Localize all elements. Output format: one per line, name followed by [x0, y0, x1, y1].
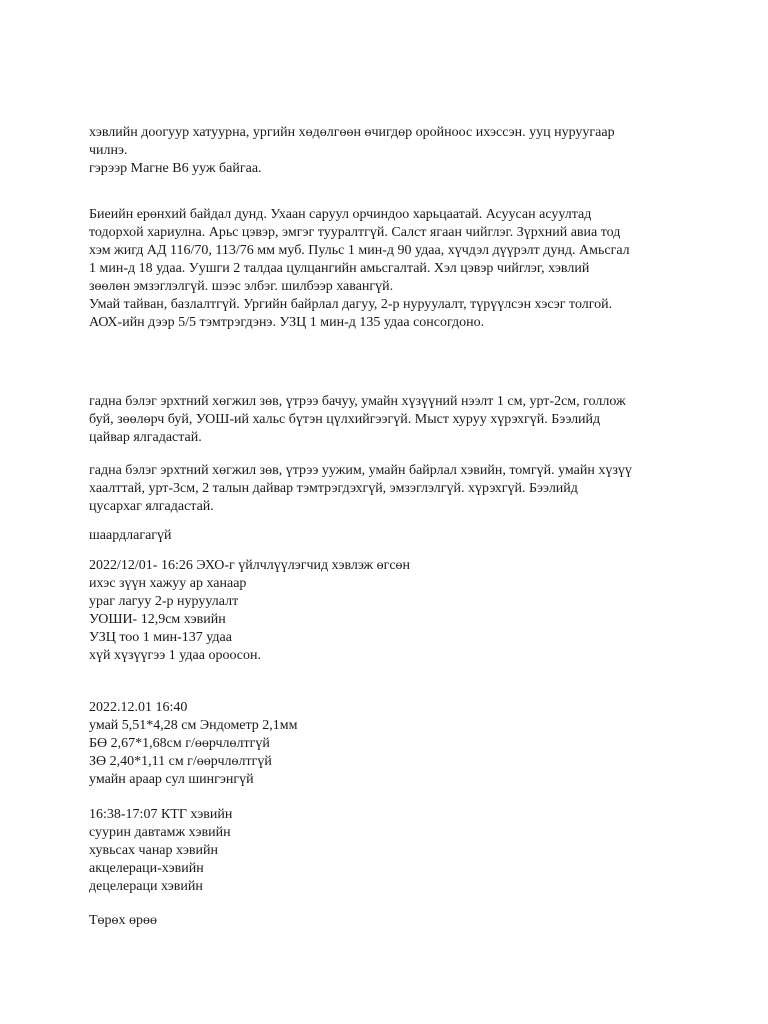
text-line: БӨ 2,67*1,68см г/өөрчлөлтгүй: [89, 736, 270, 751]
text-line: шаардлагагүй: [89, 528, 172, 543]
delivery-room-text: [89, 912, 709, 930]
text-line: АОХ-ийн дээр 5/5 тэмтрэгдэнэ. УЗЦ 1 мин-д 135 удаа сонсогдоно.: [89, 315, 485, 330]
text-line: гадна бэлэг эрхтний хөгжил зөв, үтрээ уужим, умайн байрлал хэвийн, томгүй. умайн хүзүү: [89, 463, 632, 478]
text-line: умайн араар сул шингэнгүй: [89, 772, 254, 787]
text-line: зөөлөн эмзэглэлгүй. шээс элбэг. шилбээр хавангүй.: [89, 279, 394, 294]
text-line: ЗӨ 2,40*1,11 см г/өөрчлөлтгүй: [89, 754, 272, 769]
text-line: гэрээр Магне B6 ууж байгаа.: [89, 161, 262, 176]
text-line: хувьсах чанар хэвийн: [89, 843, 218, 858]
text-line: умай 5,51*4,28 см Эндометр 2,1мм: [89, 718, 298, 733]
text-line: ураг лагуу 2-р нуруулалт: [89, 594, 239, 609]
text-line: ихэс зүүн хажуу ар ханаар: [89, 576, 247, 591]
text-line: цайвар ялгадастай.: [89, 430, 202, 445]
text-line: УЗЦ тоо 1 мин-137 удаа: [89, 630, 232, 645]
text-line: 1 мин-д 18 удаа. Уушги 2 талдаа цулцангийн амьсгалтай. Хэл цэвэр чийглэг, хэвлий: [89, 261, 590, 276]
text-line: Умай тайван, базлалтгүй. Ургийн байрлал дагуу, 2-р нуруулалт, түрүүлсэн хэсэг толгой.: [89, 297, 613, 312]
text-line: хүй хүзүүгээ 1 удаа ороосон.: [89, 648, 262, 663]
text-line: 2022.12.01 16:40: [89, 700, 188, 715]
text-line: децелераци хэвийн: [89, 879, 203, 894]
general-exam-text: [89, 206, 709, 332]
not-required-text: [89, 527, 709, 545]
ultrasound-text: [89, 557, 709, 665]
text-line: УОШИ- 12,9см хэвийн: [89, 612, 226, 627]
text-line: хэм жигд АД 116/70, 113/76 мм муб. Пульс 1 мин-д 90 удаа, хүчдэл дүүрэлт дунд. Амьсгал: [89, 243, 630, 258]
text-line: 2022/12/01- 16:26 ЭХО-г үйлчлүүлэгчид хэвлэж өгсөн: [89, 558, 411, 573]
text-line: 16:38-17:07 КТГ хэвийн: [89, 807, 233, 822]
vaginal-exam-text-1: [89, 393, 709, 447]
text-line: суурин давтамж хэвийн: [89, 825, 231, 840]
text-line: гадна бэлэг эрхтний хөгжил зөв, үтрээ бачуу, умайн хүзүүний нээлт 1 см, урт-2см, голлож: [89, 394, 626, 409]
text-line: чилнэ.: [89, 143, 128, 158]
text-line: хэвлийн доогуур хатуурна, ургийн хөдөлгөөн өчигдөр оройноос ихэссэн. ууц нуруугаар: [89, 125, 615, 140]
text-line: Төрөх өрөө: [89, 913, 158, 928]
text-line: Биеийн ерөнхий байдал дунд. Ухаан саруул орчиндоо харьцаатай. Асуусан асуултад: [89, 207, 592, 222]
pelvic-ultrasound-text: [89, 699, 709, 789]
text-line: акцелераци-хэвийн: [89, 861, 204, 876]
vaginal-exam-text-2: [89, 462, 709, 516]
text-line: тодорхой хариулна. Арьс цэвэр, эмгэг тууралтгүй. Салст ягаан чийглэг. Зүрхний авиа тод: [89, 225, 621, 240]
text-line: хаалттай, урт-3см, 2 талын дайвар тэмтрэгдэхгүй, эмзэглэлгүй. хүрэхгүй. Бээлийд: [89, 481, 578, 496]
ctg-text: [89, 806, 709, 896]
text-line: буй, зөөлөрч буй, УОШ-ий хальс бүтэн цүлхийгээгүй. Мыст хуруу хүрэхгүй. Бээлийд: [89, 412, 601, 427]
text-line: цусархаг ялгадастай.: [89, 499, 214, 514]
complaint-text: [89, 124, 709, 178]
